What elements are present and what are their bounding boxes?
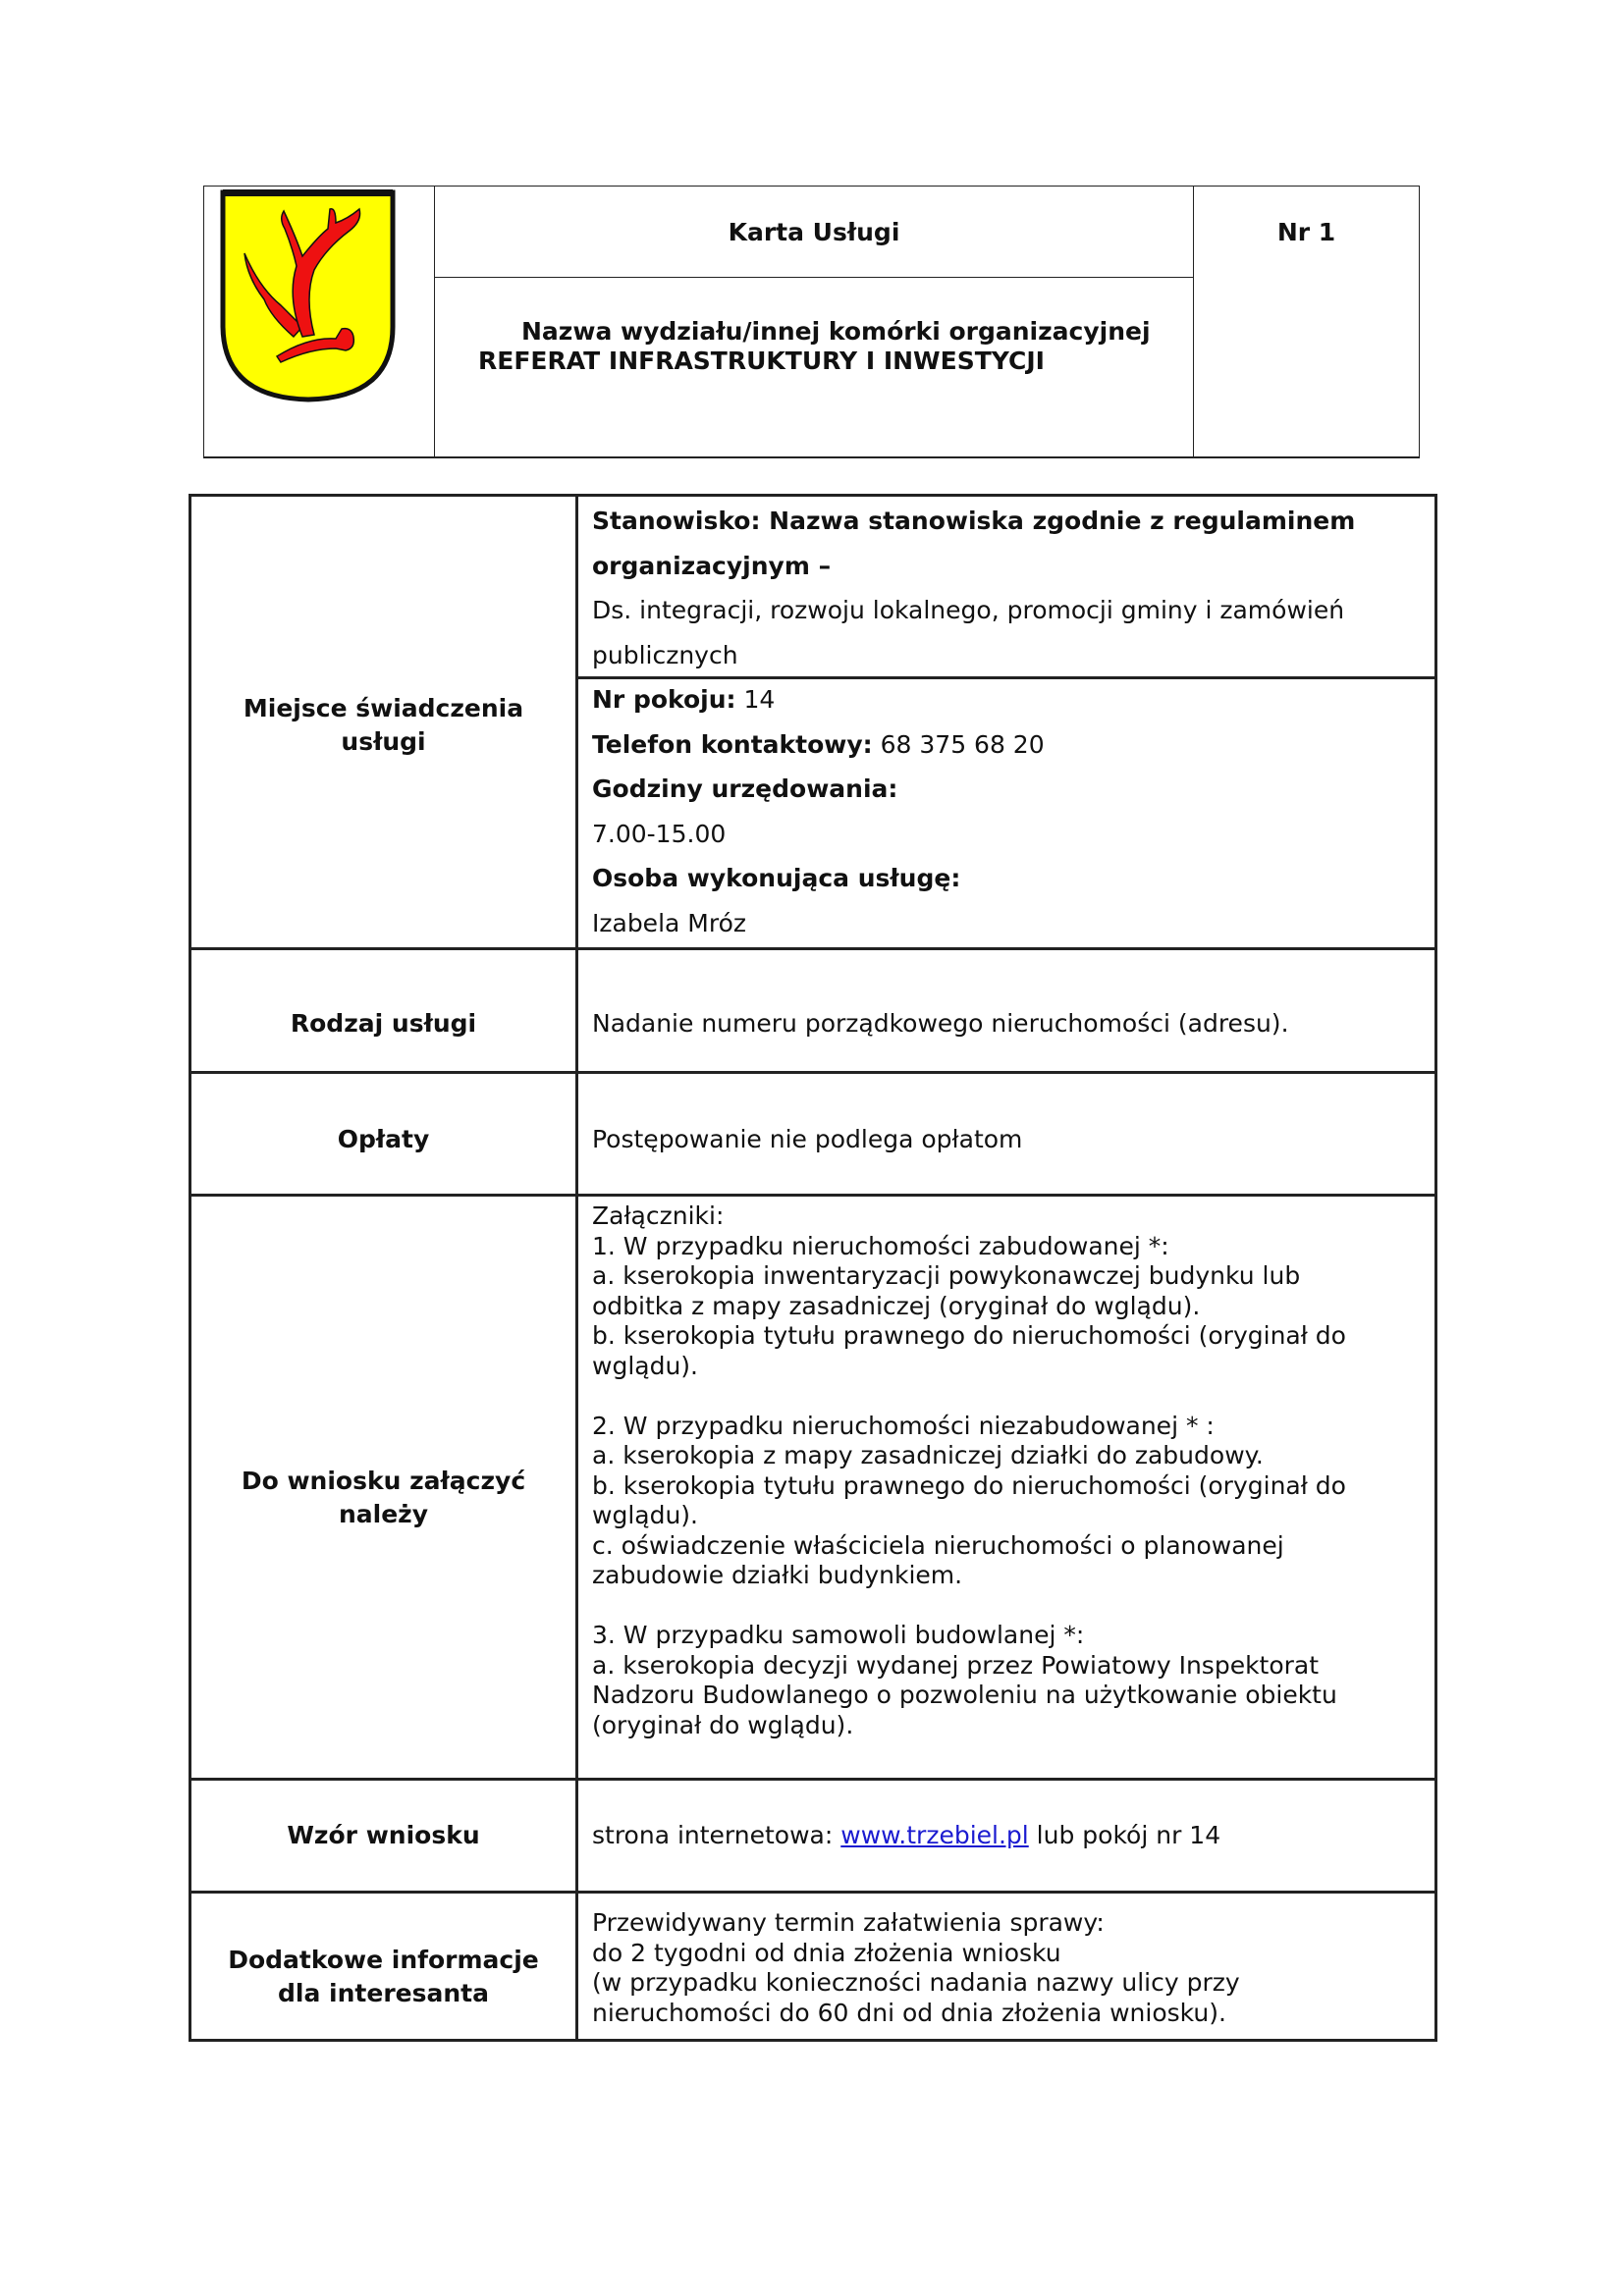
label-line: usługi [341,727,426,756]
divider [189,1194,1437,1197]
text-line: 2. W przypadku nieruchomości niezabudowanej * : [592,1411,1215,1440]
divider [575,494,578,2042]
hours-value: 7.00-15.00 [592,819,727,848]
row-label-wzor: Wzór wniosku [287,1821,480,1849]
text-line: (w przypadku konieczności nadania nazwy ulicy przy [592,1968,1240,1997]
text-line: a. kserokopia inwentaryzacji powykonawczej budynku lub [592,1261,1301,1290]
text-line: b. kserokopia tytułu prawnego do nieruchomości (oryginał do [592,1470,1346,1500]
text-line: a. kserokopia z mapy zasadniczej działki do zabudowy. [592,1441,1264,1469]
text-line: 3. W przypadku samowoli budowlanej *: [592,1621,1085,1649]
form-template-value [592,1819,1220,1852]
page-title: Karta Usługi [728,218,900,246]
text-line: Nadzoru Budowlanego o pozwoleniu na użytkowanie obiektu [592,1681,1337,1709]
text-line: nieruchomości do 60 dni od dnia złożenia wniosku). [592,1998,1226,2027]
label-line: Miejsce świadczenia [243,694,524,722]
text-line: Przewidywany termin załatwienia sprawy: [592,1908,1105,1937]
divider [1434,494,1437,2042]
divider [434,277,1194,278]
room-number [592,677,1045,722]
position-value-cont: publicznych [592,640,738,669]
contact-info [592,677,1045,945]
position-title-cont: organizacyjnym – [592,551,832,580]
position-title: Stanowisko: Nazwa stanowiska zgodnie z regulaminem [592,507,1356,535]
service-type-value: Nadanie numeru porządkowego nieruchomości (adresu). [592,1009,1289,1038]
phone [592,722,1045,768]
person-value: Izabela Mróz [592,908,746,937]
website-link[interactable]: www.trzebiel.pl [840,1821,1029,1849]
text-line: b. kserokopia tytułu prawnego do nieruchomości (oryginał do [592,1321,1346,1350]
divider [1419,186,1420,457]
form-template-prefix: strona internetowa: [592,1821,841,1849]
divider [189,1891,1437,1894]
text-line: c. oświadczenie właściciela nieruchomości o planowanej [592,1530,1284,1560]
coat-of-arms-antler-icon [220,189,397,403]
divider [189,494,1437,497]
hours-label: Godziny urzędowania: [592,774,898,803]
phone-value: 68 375 68 20 [872,729,1045,759]
label-line: należy [338,1500,429,1528]
row-label-dodatkowe [191,1944,575,2010]
divider [189,2039,1437,2042]
text-line: zabudowie działki budynkiem. [592,1561,963,1589]
label-line: Dodatkowe informacje [228,1946,539,1974]
divider [189,947,1437,950]
form-template-suffix: lub pokój nr 14 [1028,1821,1221,1849]
text-line [592,1591,1346,1622]
phone-label: Telefon kontaktowy: [592,729,873,759]
text-line: (oryginał do wglądu). [592,1710,854,1739]
text-line: odbitka z mapy zasadniczej (oryginał do wglądu). [592,1291,1201,1320]
position-info [592,499,1355,677]
additional-info [592,1908,1240,2028]
text-line: wglądu). [592,1501,698,1529]
divider [189,1778,1437,1781]
divider [203,456,1420,458]
room-label: Nr pokoju: [592,685,736,714]
divider [203,186,204,457]
text-line: do 2 tygodni od dnia złożenia wniosku [592,1938,1061,1967]
department-name: REFERAT INFRASTRUKTURY I INWESTYCJI [478,347,1045,375]
text-line [592,1381,1346,1412]
row-label-oplaty: Opłaty [337,1125,430,1153]
row-label-miejsce [191,692,575,759]
row-label-rodzaj: Rodzaj usługi [290,1009,477,1038]
text-line: Załączniki: [592,1201,725,1230]
position-value: Ds. integracji, rozwoju lokalnego, promocji gminy i zamówień [592,596,1345,624]
department-label: Nazwa wydziału/innej komórki organizacyjnej [521,317,1151,346]
room-value: 14 [735,685,776,714]
card-number: Nr 1 [1276,218,1336,246]
person-label: Osoba wykonująca usługę: [592,864,961,892]
text-line: a. kserokopia decyzji wydanej przez Powiatowy Inspektorat [592,1650,1320,1680]
label-line: Do wniosku załączyć [241,1467,526,1495]
divider [203,186,1420,187]
attachments-list [592,1201,1346,1740]
label-line: dla interesanta [278,1979,489,2007]
divider [189,1071,1437,1074]
text-line: 1. W przypadku nieruchomości zabudowanej *: [592,1231,1169,1260]
text-line: wglądu). [592,1351,698,1380]
fees-value: Postępowanie nie podlega opłatom [592,1125,1023,1153]
row-label-zalaczniki [191,1465,575,1531]
